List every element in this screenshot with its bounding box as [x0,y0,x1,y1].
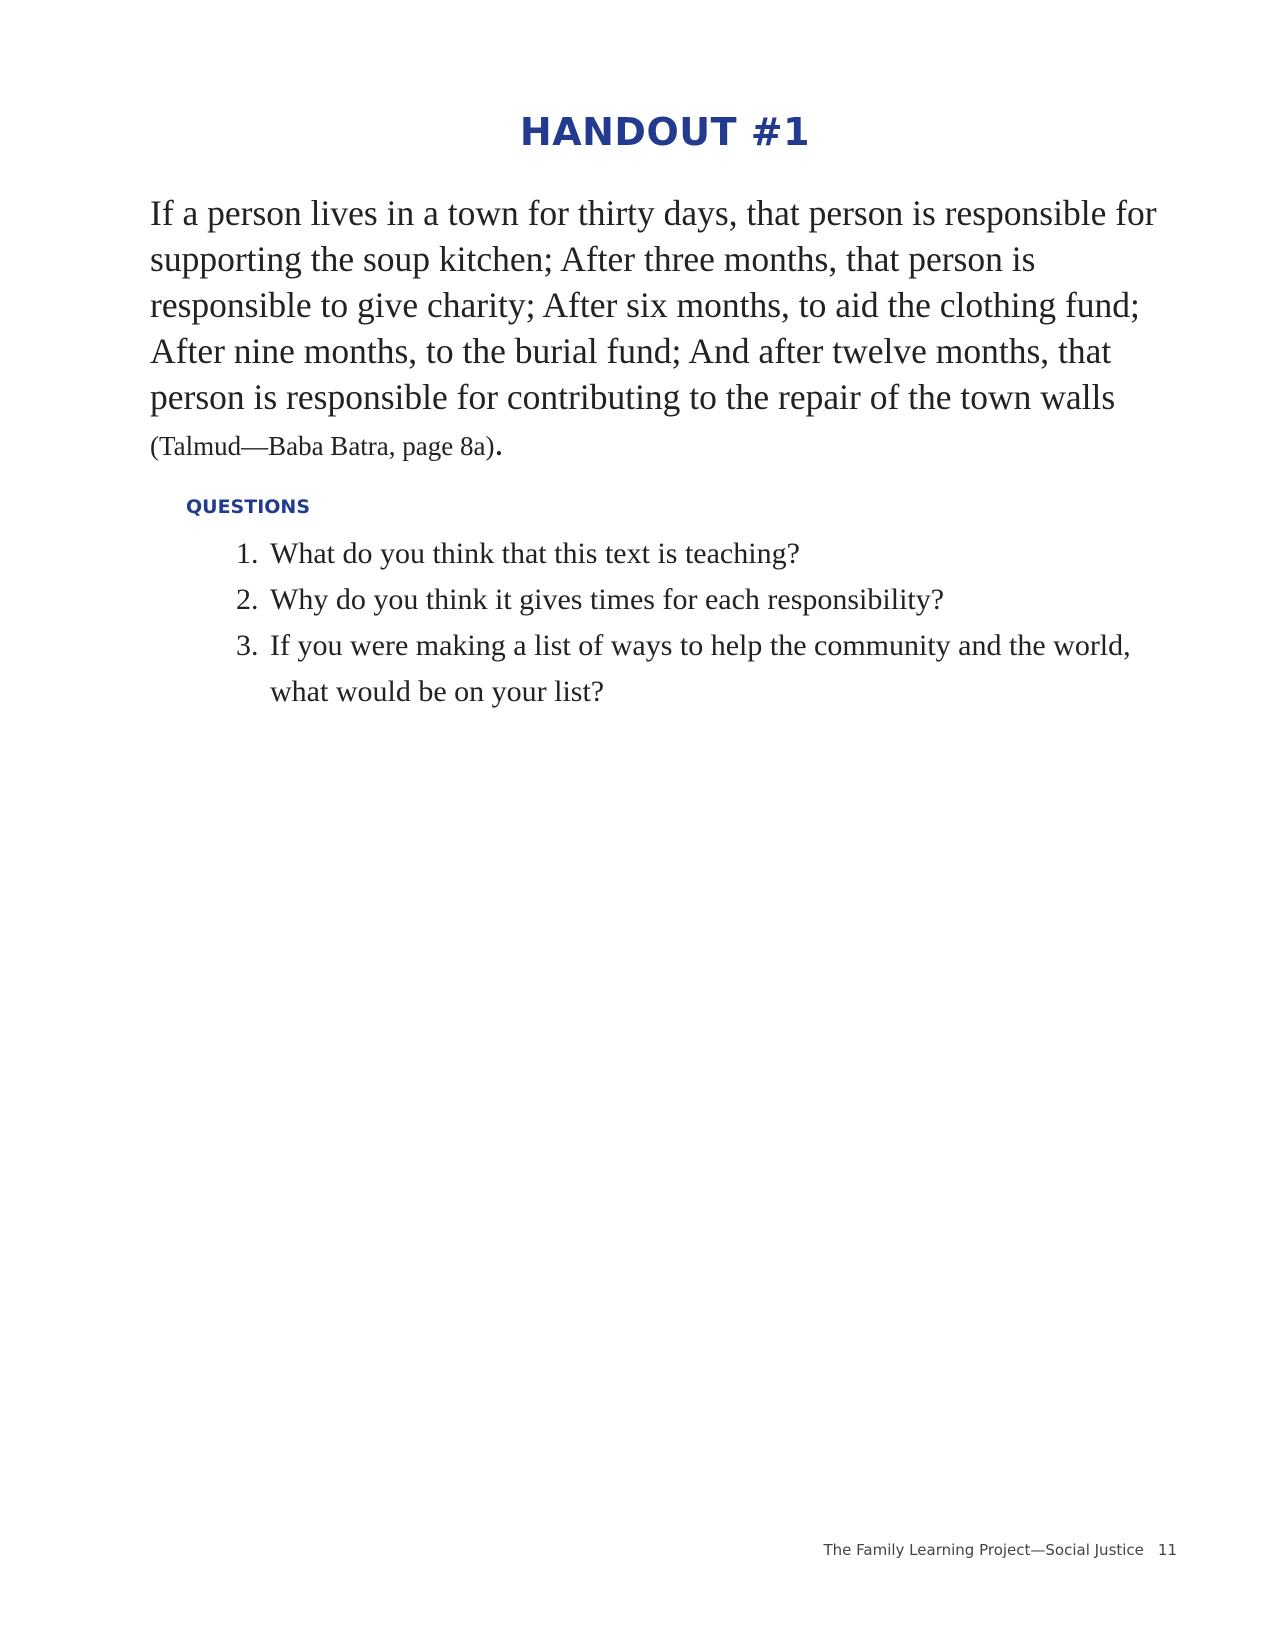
question-number: 1. [236,537,259,570]
question-text: What do you think that this text is teaching? [270,537,800,570]
passage-end-punct: . [494,423,504,463]
passage-citation: (Talmud—Baba Batra, page 8a) [150,431,495,461]
question-text: If you were making a list of ways to help the community and the world, what would be on your list? [270,629,1131,708]
questions-list [236,531,1176,715]
question-number: 3. [236,629,259,662]
question-text: Why do you think it gives times for each responsibility? [270,583,945,616]
page-number: 11 [1157,1541,1177,1559]
passage-text: If a person lives in a town for thirty days, that person is responsible for supporting the soup kitchen; After three months, that person is responsible to give charity; After six months, to aid the clothing fund; After nine months, to the burial fund; And after twelve months, that person is responsible for contributing to the repair of the town walls [150,193,1157,417]
question-number: 2. [236,583,259,616]
questions-heading: QUESTIONS [186,496,311,518]
question-item [236,577,1176,623]
passage [150,190,1180,469]
question-item [236,623,1176,715]
page-footer [823,1541,1177,1559]
handout-title: HANDOUT #1 [519,110,811,154]
question-item [236,531,1176,577]
footer-title: The Family Learning Project—Social Justice [823,1541,1144,1559]
